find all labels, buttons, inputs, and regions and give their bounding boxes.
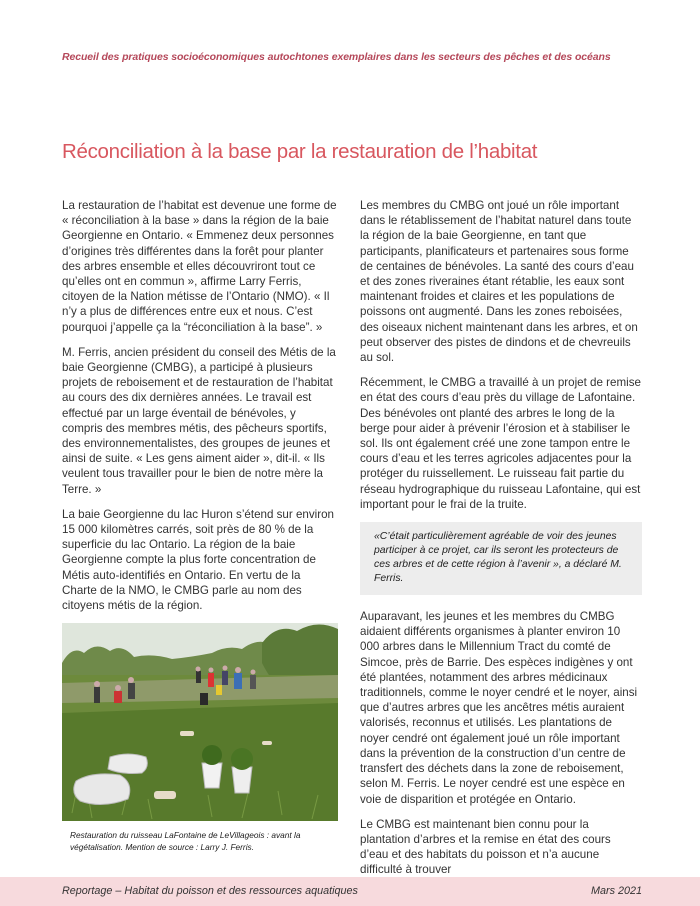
volunteers-planting-photo bbox=[62, 623, 338, 821]
running-header: Recueil des pratiques socioéconomiques autochtones exemplaires dans les secteurs des pêches et des océans bbox=[62, 51, 611, 63]
pull-quote bbox=[360, 522, 642, 595]
paragraph: La restauration de l’habitat est devenue une forme de « réconciliation à la base » dans la région de la baie Georgienne en Ontario. « Emmenez deux personnes d’origines très différentes dans la forêt pour planter des arbres ensemble et elles découvriront tout ce qu’elles ont en commun », affirme Larry Ferris, citoyen de la Nation métisse de l’Ontario (NMO). « Il n’y a plus de différences entre eux et nous. C’est pourquoi j’appelle ça la “réconciliation à la base”. » bbox=[62, 199, 337, 334]
photo-illustration bbox=[62, 623, 338, 821]
footer-date: Mars 2021 bbox=[590, 885, 642, 897]
paragraph: Auparavant, les jeunes et les membres du CMBG aidaient différents organismes à planter environ 10 000 arbres dans le Millennium Tract du comté de Simcoe, près de Barrie. Des espèces indigènes y ont été plantées, notamment des arbres médicinaux traditionnels, comme le noyer cendré et le noyer, ainsi que d’autres arbres que les ancêtres métis auraient valorisés, reconnus et utilisés. Les plantations de noyer cendré ont également joué un rôle important dans la prévention de la construction d’un centre de transfert des déchets dans la zone de reboisement, selon M. Ferris. Le noyer cendré est une espèce en voie de disparition et protégée en Ontario. bbox=[360, 610, 638, 806]
paragraph: Les membres du CMBG ont joué un rôle important dans le rétablissement de l’habitat naturel dans toute la région de la baie Georgienne, en tant que participants, planificateurs et partenaires sous forme de centaines de bénévoles. La santé des cours d’eau et des zones riveraines étant rétablie, les eaux sont maintenant froides et claires et les populations de poissons ont augmenté. Dans les zones reboisées, des oiseaux nichent maintenant dans les arbres, et on peut observer des pistes de dindons et de chevreuils au sol. bbox=[360, 199, 638, 365]
right-column bbox=[360, 198, 642, 888]
photo-caption: Restauration du ruisseau LaFontaine de LeVillageois : avant la végétalisation. Mention de source : Larry J. Ferris. bbox=[70, 830, 301, 853]
page-footer bbox=[0, 877, 700, 906]
paragraph: Récemment, le CMBG a travaillé à un projet de remise en état des cours d’eau près du village de Lafontaine. Des bénévoles ont planté des arbres le long de la berge pour aider à prévenir l’érosion et à stabiliser le sol. Ils ont également créé une zone tampon entre le cours d’eau et les terres agricoles adjacentes pour la protéger du ruissellement. Le ruisseau fait partie du réseau hydrographique du ruisseau Lafontaine, qui est important pour le frai de la truite. bbox=[360, 376, 641, 511]
footer-publication: Reportage – Habitat du poisson et des ressources aquatiques bbox=[62, 885, 358, 897]
paragraph: Le CMBG est maintenant bien connu pour la plantation d’arbres et la remise en état des cours d’eau et des habitats du poisson et n’a aucune difficulté à trouver bbox=[360, 817, 611, 877]
paragraph: La baie Georgienne du lac Huron s’étend sur environ 15 000 kilomètres carrés, soit près de 80 % de la superficie du lac Ontario. La région de la baie Georgienne compte la plus forte concentration de Métis auto-identifiés en Ontario. En vertu de la Charte de la NMO, le CMBG parle au nom des citoyens métis de la région. bbox=[62, 507, 334, 613]
article-title: Réconciliation à la base par la restauration de l’habitat bbox=[62, 140, 538, 163]
paragraph: M. Ferris, ancien président du conseil des Métis de la baie Georgienne (CMBG), a participé à plusieurs projets de reboisement et de restauration de l’habitat au cours des dix dernières années. Le travail est effectué par un large éventail de bénévoles, y compris des membres métis, des pêcheurs sportifs, des environnementalistes, des groupes de jeunes et ainsi de suite. « Les gens aiment aider », dit-il. « Ils veulent tous travailler pour le bien de notre mère la Terre. » bbox=[62, 345, 336, 496]
quote-text: «C’était particulièrement agréable de voir des jeunes participer à ce projet, car ils seront les protecteurs de ces arbres et de cette région à l’avenir », a déclaré M. Ferris. bbox=[374, 531, 622, 585]
left-column bbox=[62, 198, 337, 853]
